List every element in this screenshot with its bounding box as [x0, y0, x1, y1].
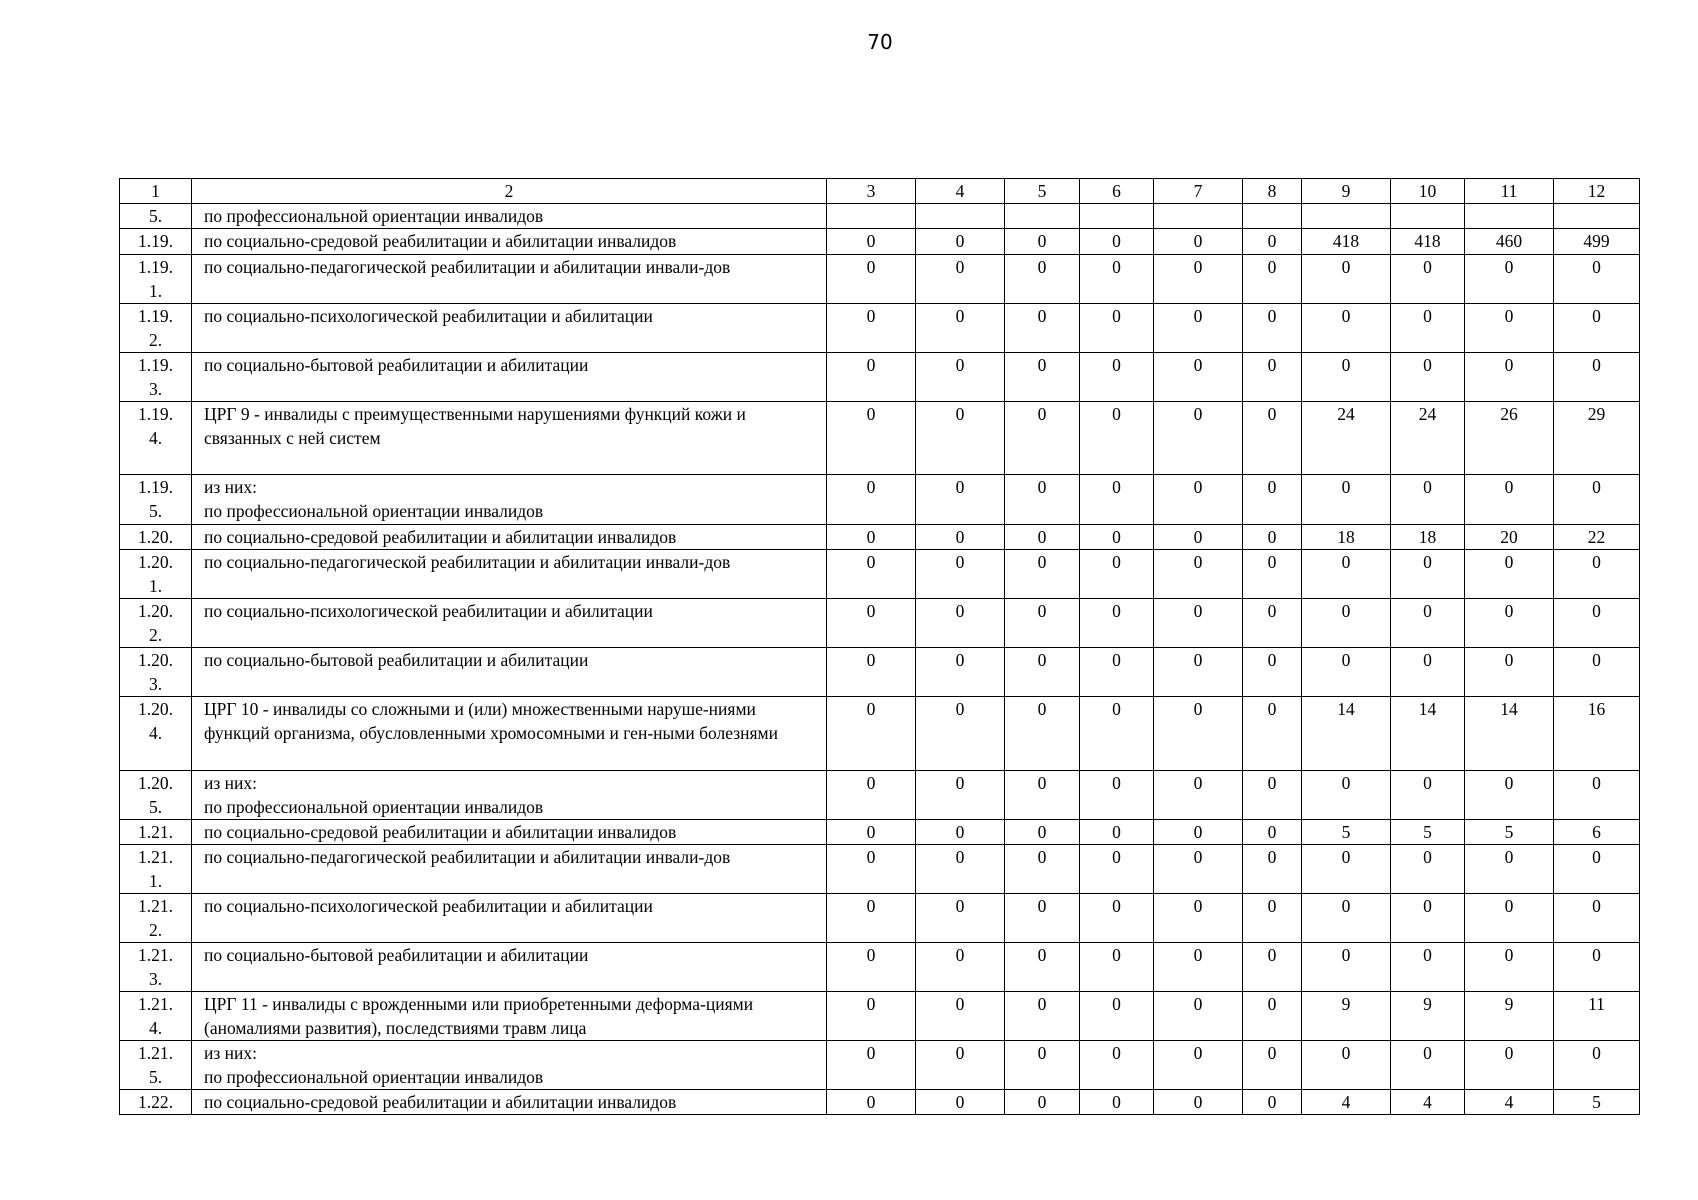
value-cell: 18	[1302, 525, 1391, 550]
value-cell: 0	[827, 304, 916, 353]
value-cell: 0	[1154, 992, 1243, 1041]
value-cell: 0	[1465, 771, 1554, 820]
value-cell: 0	[1154, 475, 1243, 525]
value-cell: 0	[916, 402, 1005, 475]
value-cell: 6	[1554, 820, 1640, 845]
value-cell: 0	[1243, 845, 1302, 894]
value-cell	[916, 204, 1005, 229]
table-row	[120, 648, 1640, 697]
value-cell: 0	[1465, 550, 1554, 599]
value-cell: 0	[1243, 943, 1302, 992]
table-row	[120, 204, 1640, 229]
value-cell: 0	[1391, 304, 1465, 353]
description-cell: по социально-средовой реабилитации и абилитации инвалидов	[192, 820, 827, 845]
value-cell	[1243, 204, 1302, 229]
description-cell: по социально-педагогической реабилитации и абилитации инвали-дов	[192, 255, 827, 304]
value-cell: 0	[1302, 648, 1391, 697]
value-cell: 0	[1465, 475, 1554, 525]
value-cell: 0	[1154, 648, 1243, 697]
value-cell: 0	[1243, 992, 1302, 1041]
value-cell: 0	[1080, 648, 1154, 697]
value-cell: 0	[916, 992, 1005, 1041]
value-cell: 5	[1391, 820, 1465, 845]
value-cell: 0	[916, 845, 1005, 894]
value-cell: 5	[1302, 820, 1391, 845]
value-cell: 0	[1080, 771, 1154, 820]
value-cell: 0	[916, 353, 1005, 402]
value-cell: 11	[1554, 992, 1640, 1041]
row-number-cell: 1.21. 1.	[120, 845, 192, 894]
description-cell: по социально-средовой реабилитации и абилитации инвалидов	[192, 229, 827, 255]
value-cell: 0	[827, 894, 916, 943]
value-cell: 0	[1154, 599, 1243, 648]
value-cell: 418	[1302, 229, 1391, 255]
value-cell: 0	[1391, 599, 1465, 648]
value-cell: 0	[1154, 845, 1243, 894]
value-cell: 0	[916, 943, 1005, 992]
description-cell: по социально-бытовой реабилитации и абилитации	[192, 943, 827, 992]
description-cell: по социально-психологической реабилитации и абилитации	[192, 599, 827, 648]
value-cell: 0	[1080, 550, 1154, 599]
value-cell: 0	[916, 648, 1005, 697]
value-cell: 0	[1080, 820, 1154, 845]
value-cell: 26	[1465, 402, 1554, 475]
description-cell: по социально-психологической реабилитации и абилитации	[192, 304, 827, 353]
value-cell: 0	[827, 771, 916, 820]
value-cell: 0	[916, 304, 1005, 353]
value-cell: 0	[1154, 402, 1243, 475]
value-cell: 0	[827, 1041, 916, 1090]
value-cell: 0	[1080, 992, 1154, 1041]
value-cell: 0	[1302, 550, 1391, 599]
value-cell: 0	[1005, 402, 1080, 475]
value-cell: 0	[1554, 550, 1640, 599]
value-cell	[1302, 204, 1391, 229]
table-row	[120, 475, 1640, 525]
value-cell: 0	[1154, 1041, 1243, 1090]
value-cell: 0	[1005, 229, 1080, 255]
description-cell: по социально-психологической реабилитации и абилитации	[192, 894, 827, 943]
value-cell: 0	[1243, 353, 1302, 402]
value-cell: 0	[1080, 894, 1154, 943]
row-number-cell: 1.19. 4.	[120, 402, 192, 475]
value-cell: 0	[1005, 1041, 1080, 1090]
description-cell: ЦРГ 11 - инвалиды с врожденными или приобретенными деформа-циями (аномалиями развития), последствиями травм лица	[192, 992, 827, 1041]
value-cell: 0	[1005, 1090, 1080, 1115]
row-number-cell: 1.21.	[120, 820, 192, 845]
table-row	[120, 229, 1640, 255]
value-cell: 0	[1391, 255, 1465, 304]
value-cell: 0	[1302, 943, 1391, 992]
value-cell: 0	[1005, 599, 1080, 648]
row-number-cell: 1.19. 1.	[120, 255, 192, 304]
table-row	[120, 820, 1640, 845]
value-cell: 499	[1554, 229, 1640, 255]
page-number: 70	[867, 30, 893, 54]
value-cell: 0	[827, 525, 916, 550]
value-cell: 0	[1554, 475, 1640, 525]
header-cell: 10	[1391, 179, 1465, 204]
row-number-cell: 1.20. 1.	[120, 550, 192, 599]
description-cell: из них: по профессиональной ориентации инвалидов	[192, 1041, 827, 1090]
table-row	[120, 304, 1640, 353]
value-cell: 0	[1465, 648, 1554, 697]
row-number-cell: 1.21. 5.	[120, 1041, 192, 1090]
header-cell: 9	[1302, 179, 1391, 204]
value-cell: 0	[1465, 353, 1554, 402]
value-cell: 0	[1005, 255, 1080, 304]
value-cell: 4	[1465, 1090, 1554, 1115]
table-row	[120, 697, 1640, 771]
value-cell: 0	[1080, 304, 1154, 353]
value-cell: 0	[1554, 353, 1640, 402]
description-cell: из них: по профессиональной ориентации инвалидов	[192, 771, 827, 820]
table-row	[120, 845, 1640, 894]
value-cell: 0	[1243, 1090, 1302, 1115]
row-number-cell: 1.20. 2.	[120, 599, 192, 648]
row-number-cell: 1.20. 4.	[120, 697, 192, 771]
value-cell: 0	[916, 599, 1005, 648]
value-cell: 0	[1554, 599, 1640, 648]
header-cell: 5	[1005, 179, 1080, 204]
header-cell: 3	[827, 179, 916, 204]
row-number-cell: 1.19. 3.	[120, 353, 192, 402]
value-cell: 0	[1005, 648, 1080, 697]
value-cell: 0	[1005, 697, 1080, 771]
value-cell: 0	[1243, 1041, 1302, 1090]
value-cell	[1005, 204, 1080, 229]
value-cell: 4	[1391, 1090, 1465, 1115]
value-cell: 0	[1005, 820, 1080, 845]
value-cell: 0	[1465, 894, 1554, 943]
value-cell	[1554, 204, 1640, 229]
value-cell: 0	[1465, 255, 1554, 304]
value-cell: 0	[1243, 820, 1302, 845]
description-cell: по социально-педагогической реабилитации и абилитации инвали-дов	[192, 845, 827, 894]
value-cell: 0	[1154, 550, 1243, 599]
value-cell: 0	[1391, 943, 1465, 992]
value-cell: 0	[1302, 353, 1391, 402]
value-cell: 0	[827, 845, 916, 894]
value-cell: 0	[1391, 353, 1465, 402]
header-cell: 1	[120, 179, 192, 204]
value-cell: 0	[1154, 1090, 1243, 1115]
value-cell: 0	[1554, 845, 1640, 894]
value-cell: 0	[1080, 599, 1154, 648]
value-cell: 0	[1554, 648, 1640, 697]
value-cell: 20	[1465, 525, 1554, 550]
header-row	[120, 179, 1640, 204]
value-cell: 0	[827, 943, 916, 992]
value-cell: 0	[1005, 475, 1080, 525]
row-number-cell: 1.21. 4.	[120, 992, 192, 1041]
value-cell: 0	[1243, 697, 1302, 771]
value-cell: 0	[1302, 771, 1391, 820]
value-cell: 0	[1391, 1041, 1465, 1090]
description-cell: по профессиональной ориентации инвалидов	[192, 204, 827, 229]
value-cell	[1465, 204, 1554, 229]
value-cell: 0	[1554, 894, 1640, 943]
value-cell: 0	[827, 599, 916, 648]
value-cell: 0	[916, 475, 1005, 525]
value-cell: 0	[1243, 475, 1302, 525]
value-cell: 0	[1005, 894, 1080, 943]
description-cell: из них: по профессиональной ориентации инвалидов	[192, 475, 827, 525]
value-cell: 0	[1080, 1041, 1154, 1090]
value-cell: 0	[916, 550, 1005, 599]
value-cell: 0	[1080, 1090, 1154, 1115]
header-cell: 12	[1554, 179, 1640, 204]
value-cell: 0	[916, 1090, 1005, 1115]
header-cell: 8	[1243, 179, 1302, 204]
value-cell: 14	[1391, 697, 1465, 771]
value-cell: 24	[1302, 402, 1391, 475]
value-cell: 14	[1302, 697, 1391, 771]
value-cell: 4	[1302, 1090, 1391, 1115]
value-cell: 29	[1554, 402, 1640, 475]
value-cell: 0	[916, 820, 1005, 845]
value-cell: 0	[916, 255, 1005, 304]
value-cell: 0	[1005, 992, 1080, 1041]
value-cell: 0	[1243, 304, 1302, 353]
value-cell	[827, 204, 916, 229]
value-cell: 0	[827, 475, 916, 525]
value-cell: 0	[1302, 845, 1391, 894]
value-cell: 0	[1154, 771, 1243, 820]
value-cell: 0	[1391, 475, 1465, 525]
value-cell: 0	[827, 229, 916, 255]
table-row	[120, 353, 1640, 402]
description-cell: по социально-бытовой реабилитации и абилитации	[192, 648, 827, 697]
value-cell: 0	[827, 353, 916, 402]
value-cell: 0	[1302, 304, 1391, 353]
value-cell: 0	[1465, 845, 1554, 894]
header-cell: 4	[916, 179, 1005, 204]
table-row	[120, 1041, 1640, 1090]
value-cell: 0	[916, 229, 1005, 255]
row-number-cell: 1.21. 2.	[120, 894, 192, 943]
value-cell: 0	[827, 820, 916, 845]
description-cell: по социально-средовой реабилитации и абилитации инвалидов	[192, 525, 827, 550]
row-number-cell: 1.21. 3.	[120, 943, 192, 992]
value-cell: 0	[1243, 229, 1302, 255]
value-cell: 0	[1154, 255, 1243, 304]
value-cell: 5	[1465, 820, 1554, 845]
value-cell: 460	[1465, 229, 1554, 255]
table-row	[120, 943, 1640, 992]
row-number-cell: 1.22.	[120, 1090, 192, 1115]
value-cell: 14	[1465, 697, 1554, 771]
value-cell: 0	[1554, 255, 1640, 304]
value-cell: 0	[1302, 1041, 1391, 1090]
row-number-cell: 5.	[120, 204, 192, 229]
description-cell: ЦРГ 9 - инвалиды с преимущественными нарушениями функций кожи и связанных с ней систем	[192, 402, 827, 475]
value-cell: 0	[1391, 894, 1465, 943]
value-cell: 0	[1080, 845, 1154, 894]
value-cell: 0	[1243, 599, 1302, 648]
value-cell: 0	[1005, 943, 1080, 992]
value-cell: 22	[1554, 525, 1640, 550]
table-row	[120, 550, 1640, 599]
value-cell: 0	[1154, 943, 1243, 992]
header-cell: 7	[1154, 179, 1243, 204]
value-cell: 0	[1243, 771, 1302, 820]
table-row	[120, 255, 1640, 304]
value-cell: 0	[1302, 894, 1391, 943]
value-cell: 0	[1554, 771, 1640, 820]
description-cell: по социально-педагогической реабилитации и абилитации инвали-дов	[192, 550, 827, 599]
value-cell: 9	[1465, 992, 1554, 1041]
data-table	[119, 178, 1640, 1115]
value-cell	[1154, 204, 1243, 229]
header-cell: 6	[1080, 179, 1154, 204]
table-row	[120, 1090, 1640, 1115]
value-cell: 0	[1005, 550, 1080, 599]
value-cell: 0	[1080, 475, 1154, 525]
table-row	[120, 771, 1640, 820]
row-number-cell: 1.20. 5.	[120, 771, 192, 820]
table-row	[120, 894, 1640, 943]
table-row	[120, 402, 1640, 475]
row-number-cell: 1.20.	[120, 525, 192, 550]
value-cell: 418	[1391, 229, 1465, 255]
value-cell: 0	[1465, 599, 1554, 648]
value-cell: 0	[1154, 894, 1243, 943]
value-cell: 0	[1243, 648, 1302, 697]
value-cell: 0	[1080, 697, 1154, 771]
value-cell: 0	[827, 992, 916, 1041]
value-cell: 16	[1554, 697, 1640, 771]
row-number-cell: 1.19.	[120, 229, 192, 255]
value-cell: 0	[1465, 304, 1554, 353]
value-cell: 0	[827, 255, 916, 304]
value-cell: 0	[916, 771, 1005, 820]
header-cell: 11	[1465, 179, 1554, 204]
description-cell: по социально-средовой реабилитации и абилитации инвалидов	[192, 1090, 827, 1115]
value-cell: 0	[1154, 229, 1243, 255]
value-cell: 0	[1391, 648, 1465, 697]
value-cell: 0	[827, 697, 916, 771]
value-cell: 0	[827, 648, 916, 697]
value-cell: 9	[1302, 992, 1391, 1041]
value-cell: 0	[1005, 845, 1080, 894]
value-cell: 0	[827, 1090, 916, 1115]
value-cell: 0	[1243, 894, 1302, 943]
value-cell: 0	[1243, 550, 1302, 599]
value-cell: 0	[916, 525, 1005, 550]
value-cell: 0	[1154, 353, 1243, 402]
value-cell	[1391, 204, 1465, 229]
value-cell: 0	[1554, 304, 1640, 353]
value-cell: 0	[1302, 255, 1391, 304]
value-cell: 9	[1391, 992, 1465, 1041]
value-cell: 24	[1391, 402, 1465, 475]
value-cell: 0	[1080, 402, 1154, 475]
row-number-cell: 1.19. 2.	[120, 304, 192, 353]
description-cell: ЦРГ 10 - инвалиды со сложными и (или) множественными наруше-ниями функций организма, обусловленными хромосомными и ген-ными болезнями	[192, 697, 827, 771]
value-cell: 0	[1465, 943, 1554, 992]
value-cell: 0	[916, 1041, 1005, 1090]
value-cell: 0	[1465, 1041, 1554, 1090]
value-cell: 0	[1154, 304, 1243, 353]
row-number-cell: 1.20. 3.	[120, 648, 192, 697]
value-cell: 0	[1554, 943, 1640, 992]
table-row	[120, 599, 1640, 648]
value-cell: 0	[1302, 475, 1391, 525]
value-cell: 0	[1243, 402, 1302, 475]
value-cell: 0	[1080, 525, 1154, 550]
value-cell: 0	[916, 697, 1005, 771]
description-cell: по социально-бытовой реабилитации и абилитации	[192, 353, 827, 402]
value-cell: 0	[1154, 820, 1243, 845]
value-cell: 0	[1302, 599, 1391, 648]
value-cell: 0	[1080, 943, 1154, 992]
value-cell: 5	[1554, 1090, 1640, 1115]
value-cell: 0	[1080, 255, 1154, 304]
value-cell: 0	[1391, 550, 1465, 599]
value-cell: 0	[1080, 353, 1154, 402]
value-cell: 0	[827, 402, 916, 475]
header-cell: 2	[192, 179, 827, 204]
value-cell: 0	[1154, 525, 1243, 550]
value-cell: 0	[1005, 525, 1080, 550]
table-row	[120, 992, 1640, 1041]
value-cell: 0	[1243, 255, 1302, 304]
value-cell: 0	[1554, 1041, 1640, 1090]
value-cell: 0	[1005, 771, 1080, 820]
value-cell: 0	[1391, 771, 1465, 820]
value-cell: 0	[827, 550, 916, 599]
value-cell: 0	[916, 894, 1005, 943]
value-cell: 0	[1243, 525, 1302, 550]
row-number-cell: 1.19. 5.	[120, 475, 192, 525]
value-cell: 0	[1005, 304, 1080, 353]
value-cell: 0	[1005, 353, 1080, 402]
table-row	[120, 525, 1640, 550]
value-cell: 0	[1154, 697, 1243, 771]
value-cell: 0	[1080, 229, 1154, 255]
value-cell: 0	[1391, 845, 1465, 894]
value-cell: 18	[1391, 525, 1465, 550]
value-cell	[1080, 204, 1154, 229]
